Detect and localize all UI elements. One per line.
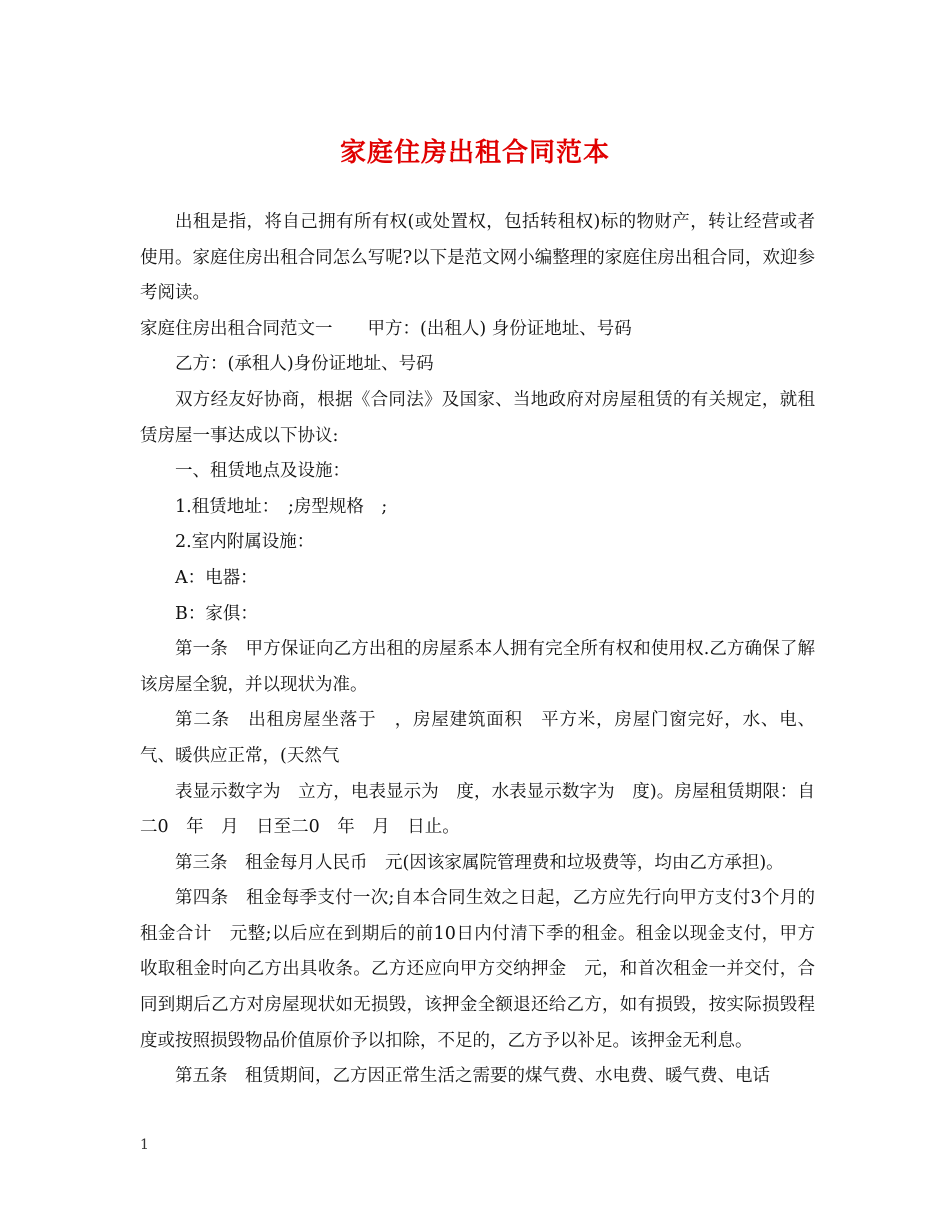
paragraph-contract-heading: 家庭住房出租合同范文一 甲方：(出租人) 身份证地址、号码 [140,318,632,339]
paragraph-intro: 出租是指，将自己拥有所有权(或处置权，包括转租权)标的物财产，转让经营或者使用。家庭住房出租合同怎么写呢?以下是范文网小编整理的家庭住房出租合同，欢迎参考阅读。 [140,212,815,304]
paragraph-section-1: 一、租赁地点及设施： [175,461,350,482]
paragraph-appliances: A：电器： [175,567,258,588]
paragraph-agreement: 双方经友好协商，根据《合同法》及国家、当地政府对房屋租赁的有关规定，就租赁房屋一事达成以下协议: [140,389,815,446]
paragraph-article-3: 第三条 租金每月人民币 元(因该家属院管理费和垃圾费等，均由乙方承担)。 [175,852,784,873]
paragraph-facilities: 2.室内附属设施： [175,532,315,553]
paragraph-article-2: 第二条 出租房屋坐落于 ，房屋建筑面积 平方米，房屋门窗完好，水、电、气、暖供应正常，(天然气 [140,710,815,766]
paragraph-article-1: 第一条 甲方保证向乙方出租的房屋系本人拥有完全所有权和使用权.乙方确保了解该房屋全貌，并以现状为准。 [140,639,815,695]
page-number: 1 [140,1137,149,1153]
paragraph-furniture: B：家俱： [175,603,258,624]
paragraph-article-5: 第五条 租赁期间，乙方因正常生活之需要的煤气费、水电费、暖气费、电话 [175,1066,770,1087]
paragraph-address: 1.租赁地址： ;房型规格 ; [175,496,388,517]
paragraph-article-2-continued: 表显示数字为 立方，电表显示为 度，水表显示数字为 度)。房屋租赁期限：自二0 年 月 日至二0 年 月 日止。 [140,781,815,838]
paragraph-party-b: 乙方：(承租人)身份证地址、号码 [175,354,434,375]
document-body [140,205,815,1095]
paragraph-article-4: 第四条 租金每季支付一次;自本合同生效之日起，乙方应先行向甲方支付3个月的租金合计 元整;以后应在到期后的前10日内付清下季的租金。租金以现金支付，甲方收取租金时向乙方出具收条。乙方还应向甲方交纳押金 元，和首次租金一并交付，合同到期后乙方对房屋现状如无损毁，该押金全额退还给乙方，如有损毁，按实际损毁程度或按照损毁物品价值原价予以扣除，不足的，乙方予以补足。该押金无利息。 [140,888,815,1051]
document-title: 家庭住房出租合同范本 [339,138,610,168]
